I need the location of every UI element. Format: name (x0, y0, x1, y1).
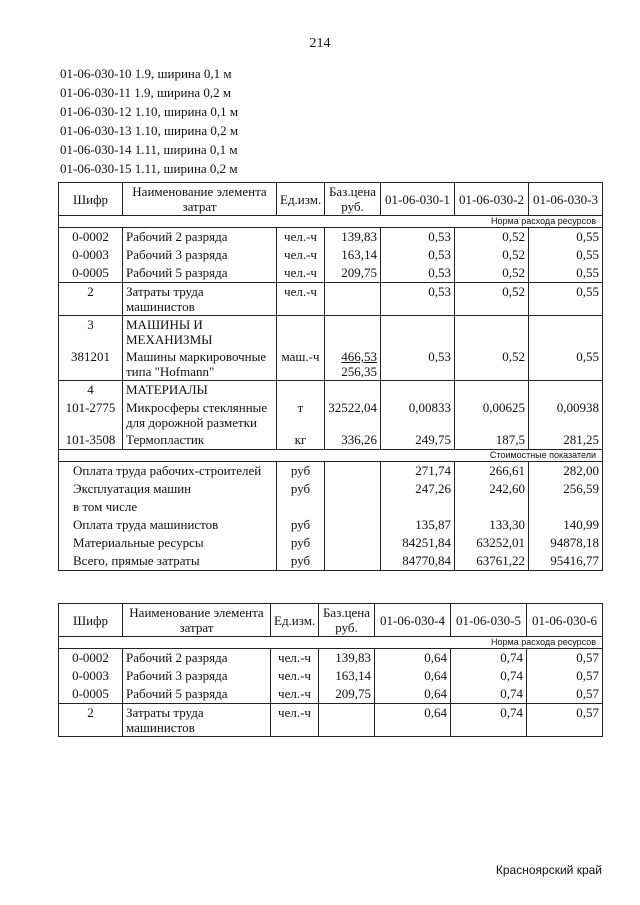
unit-cell: чел.-ч (277, 283, 325, 316)
table-row (59, 228, 603, 247)
table-row (59, 264, 603, 283)
value-cell: 0,00938 (529, 399, 603, 431)
code-cell: 101-3508 (59, 431, 123, 450)
name-cell: Затраты труда машинистов (123, 704, 271, 737)
value-cell (455, 498, 529, 516)
footer-region: Красноярский край (495, 863, 602, 877)
value-cell: 0,53 (381, 228, 455, 247)
price-cell (319, 704, 375, 737)
cost-name-cell: в том числе (59, 498, 277, 516)
value-cell: 0,52 (455, 264, 529, 283)
unit-cell: руб (277, 480, 325, 498)
value-cell: 63252,01 (455, 534, 529, 552)
code-cell: 2 (59, 283, 123, 316)
code-cell: 381201 (59, 348, 123, 381)
value-cell: 63761,22 (455, 552, 529, 571)
value-cell: 84770,84 (381, 552, 455, 571)
value-cell: 0,55 (529, 264, 603, 283)
cost-row (59, 462, 603, 481)
price-cell: 209,75 (319, 685, 375, 704)
name-cell: Микросферы стеклянные для дорожной разметки (123, 399, 277, 431)
name-cell: Машины маркировочные типа "Hofmann" (123, 348, 277, 381)
price-cell: 32522,04 (325, 399, 381, 431)
table-row (59, 704, 603, 737)
code-cell: 2 (59, 704, 123, 737)
norm-label: Норма расхода ресурсов (59, 637, 603, 649)
value-cell: 247,26 (381, 480, 455, 498)
header-cell: Шифр (59, 604, 123, 637)
value-cell: 0,55 (529, 283, 603, 316)
value-cell: 271,74 (381, 462, 455, 481)
name-cell: Рабочий 2 разряда (123, 228, 277, 247)
cost-label: Стоимостные показатели (59, 450, 603, 462)
variant-item: 01-06-030-12 1.10, ширина 0,1 м (60, 104, 239, 119)
unit-cell: чел.-ч (277, 246, 325, 264)
header-cell: Ед.изм. (271, 604, 319, 637)
name-cell: Затраты труда машинистов (123, 283, 277, 316)
resource-table-1 (58, 182, 603, 571)
price-cell (325, 283, 381, 316)
price-cell: 139,83 (325, 228, 381, 247)
value-cell: 0,52 (455, 348, 529, 381)
norm-label: Норма расхода ресурсов (59, 216, 603, 228)
cost-row (59, 498, 603, 516)
section-title: МАШИНЫ И МЕХАНИЗМЫ (123, 316, 277, 349)
value-cell: 0,57 (527, 649, 603, 668)
unit-cell (277, 498, 325, 516)
header-cell: 01-06-030-4 (375, 604, 451, 637)
unit-cell: руб (277, 462, 325, 481)
value-cell: 0,74 (451, 667, 527, 685)
cost-name-cell: Всего, прямые затраты (59, 552, 277, 571)
header-cell: 01-06-030-6 (527, 604, 603, 637)
value-cell: 256,59 (529, 480, 603, 498)
unit-cell: чел.-ч (271, 704, 319, 737)
variant-item: 01-06-030-15 1.11, ширина 0,2 м (60, 161, 238, 176)
table-row (59, 246, 603, 264)
value-cell: 0,52 (455, 246, 529, 264)
name-cell: Рабочий 5 разряда (123, 685, 271, 704)
name-cell: Рабочий 5 разряда (123, 264, 277, 283)
table-row (59, 649, 603, 668)
code-cell: 0-0005 (59, 264, 123, 283)
value-cell: 249,75 (381, 431, 455, 450)
value-cell: 282,00 (529, 462, 603, 481)
variant-item: 01-06-030-11 1.9, ширина 0,2 м (60, 85, 232, 100)
cost-name-cell: Оплата труда машинистов (59, 516, 277, 534)
section-code-cell: 4 (59, 381, 123, 400)
header-cell: Баз.цена руб. (325, 183, 381, 216)
code-cell: 0-0003 (59, 246, 123, 264)
value-cell: 133,30 (455, 516, 529, 534)
value-cell: 0,00625 (455, 399, 529, 431)
value-cell: 0,53 (381, 283, 455, 316)
value-cell: 0,64 (375, 649, 451, 668)
value-cell (529, 498, 603, 516)
unit-cell: чел.-ч (271, 685, 319, 704)
value-cell: 0,57 (527, 704, 603, 737)
value-cell: 0,74 (451, 704, 527, 737)
value-cell: 140,99 (529, 516, 603, 534)
table-row (59, 381, 603, 400)
name-cell: Рабочий 3 разряда (123, 667, 271, 685)
header-cell: Наименование элемента затрат (123, 604, 271, 637)
value-cell: 0,55 (529, 246, 603, 264)
value-cell: 0,64 (375, 685, 451, 704)
value-cell: 0,57 (527, 685, 603, 704)
unit-cell: т (277, 399, 325, 431)
cost-name-cell: Оплата труда рабочих-строителей (59, 462, 277, 481)
price-cell: 209,75 (325, 264, 381, 283)
page-number: 214 (309, 36, 331, 51)
cost-row (59, 480, 603, 498)
cost-row (59, 552, 603, 571)
cost-row (59, 516, 603, 534)
value-cell: 0,57 (527, 667, 603, 685)
value-cell: 0,53 (381, 348, 455, 381)
unit-cell: маш.-ч (277, 348, 325, 381)
header-cell: 01-06-030-1 (381, 183, 455, 216)
code-cell: 0-0003 (59, 667, 123, 685)
code-cell: 101-2775 (59, 399, 123, 431)
name-cell: Рабочий 3 разряда (123, 246, 277, 264)
price-cell: 466,53 256,35 (325, 348, 381, 381)
price-cell: 336,26 (325, 431, 381, 450)
header-cell: 01-06-030-5 (451, 604, 527, 637)
variant-list (60, 64, 238, 178)
name-cell: Термопластик (123, 431, 277, 450)
value-cell: 94878,18 (529, 534, 603, 552)
code-cell: 0-0005 (59, 685, 123, 704)
value-cell: 95416,77 (529, 552, 603, 571)
resource-table-2 (58, 603, 603, 737)
value-cell: 0,00833 (381, 399, 455, 431)
table-header-row (59, 183, 603, 216)
value-cell: 0,74 (451, 649, 527, 668)
value-cell: 0,52 (455, 283, 529, 316)
price-cell: 163,14 (325, 246, 381, 264)
value-cell (381, 498, 455, 516)
header-cell: Шифр (59, 183, 123, 216)
table-row (59, 399, 603, 431)
value-cell: 242,60 (455, 480, 529, 498)
header-cell: Ед.изм. (277, 183, 325, 216)
code-cell: 0-0002 (59, 649, 123, 668)
unit-cell: чел.-ч (277, 264, 325, 283)
value-cell: 0,74 (451, 685, 527, 704)
variant-item: 01-06-030-10 1.9, ширина 0,1 м (60, 66, 232, 81)
value-cell: 281,25 (529, 431, 603, 450)
price-cell: 139,83 (319, 649, 375, 668)
value-cell: 266,61 (455, 462, 529, 481)
unit-cell: чел.-ч (271, 667, 319, 685)
value-cell: 187,5 (455, 431, 529, 450)
value-cell: 0,64 (375, 667, 451, 685)
cost-name-cell: Эксплуатация машин (59, 480, 277, 498)
value-cell: 84251,84 (381, 534, 455, 552)
header-cell: 01-06-030-3 (529, 183, 603, 216)
table-row (59, 348, 603, 381)
code-cell: 0-0002 (59, 228, 123, 247)
table-row (59, 431, 603, 450)
name-cell: Рабочий 2 разряда (123, 649, 271, 668)
price-cell: 163,14 (319, 667, 375, 685)
unit-cell: чел.-ч (277, 228, 325, 247)
unit-cell: руб (277, 516, 325, 534)
value-cell: 0,64 (375, 704, 451, 737)
cost-name-cell: Материальные ресурсы (59, 534, 277, 552)
value-cell: 135,87 (381, 516, 455, 534)
unit-cell: руб (277, 534, 325, 552)
table-row (59, 316, 603, 349)
table-header-row (59, 604, 603, 637)
header-cell: Наименование элемента затрат (123, 183, 277, 216)
variant-item: 01-06-030-14 1.11, ширина 0,1 м (60, 142, 238, 157)
value-cell: 0,53 (381, 264, 455, 283)
value-cell: 0,53 (381, 246, 455, 264)
cost-row (59, 534, 603, 552)
value-cell: 0,55 (529, 348, 603, 381)
table-row (59, 283, 603, 316)
unit-cell: чел.-ч (271, 649, 319, 668)
section-title: МАТЕРИАЛЫ (123, 381, 277, 400)
variant-item: 01-06-030-13 1.10, ширина 0,2 м (60, 123, 239, 138)
value-cell: 0,55 (529, 228, 603, 247)
table-row (59, 667, 603, 685)
header-cell: 01-06-030-2 (455, 183, 529, 216)
table-row (59, 685, 603, 704)
value-cell: 0,52 (455, 228, 529, 247)
unit-cell: руб (277, 552, 325, 571)
header-cell: Баз.цена руб. (319, 604, 375, 637)
section-code-cell: 3 (59, 316, 123, 349)
unit-cell: кг (277, 431, 325, 450)
